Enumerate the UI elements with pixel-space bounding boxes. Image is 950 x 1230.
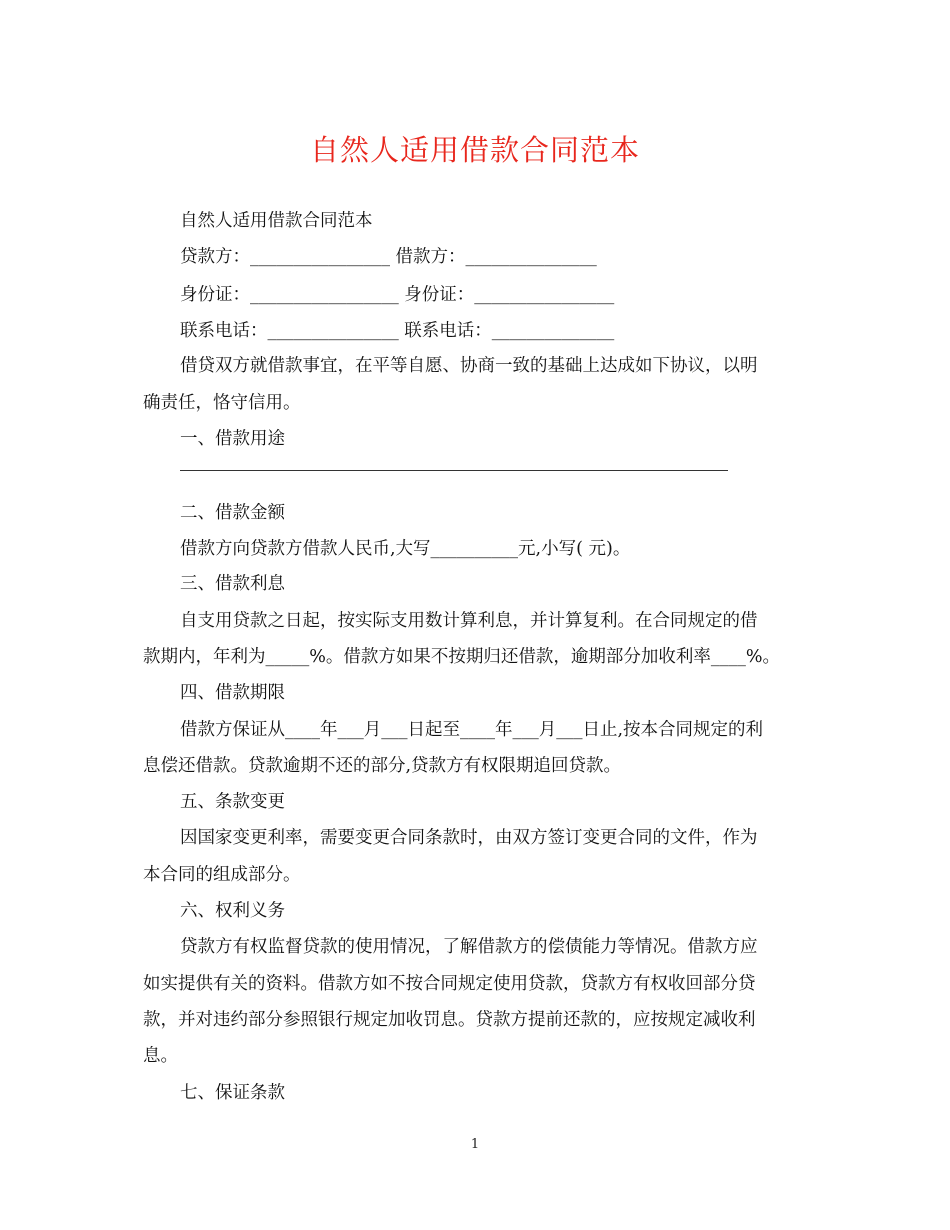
party-row-id: 身份证：_________________ 身份证：________________ — [180, 285, 615, 305]
amount-text: 借款方向贷款方借款人民币,大写__________元,小写( 元)。 — [180, 539, 631, 559]
section-heading-purpose: 一、借款用途 — [180, 429, 285, 449]
term-text-1: 借款方保证从____年___月___日起至____年___月___日止,按本合同规定的利 — [180, 720, 764, 740]
rights-text-3: 款，并对违约部分参照银行规定加收罚息。贷款方提前还款的，应按规定减收利 — [143, 1010, 756, 1030]
rights-text-1: 贷款方有权监督贷款的使用情况，了解借款方的偿债能力等情况。借款方应 — [180, 937, 758, 957]
section-heading-interest: 三、借款利息 — [180, 574, 285, 594]
term-text-2: 息偿还借款。贷款逾期不还的部分,贷款方有权限期追回贷款。 — [143, 756, 622, 776]
section-heading-term: 四、借款期限 — [180, 683, 285, 703]
interest-text-1: 自支用贷款之日起，按实际支用数计算利息，并计算复利。在合同规定的借 — [180, 611, 758, 631]
amendment-text-2: 本合同的组成部分。 — [143, 865, 301, 885]
intro-line-2: 确责任，恪守信用。 — [143, 393, 301, 413]
party-row-lender-borrower: 贷款方：________________ 借款方：_______________ — [180, 247, 597, 267]
document-title: 自然人适用借款合同范本 — [309, 133, 640, 167]
amendment-text-1: 因国家变更利率，需要变更合同条款时，由双方签订变更合同的文件，作为 — [180, 828, 758, 848]
section-heading-guarantee: 七、保证条款 — [180, 1083, 285, 1103]
rights-text-4: 息。 — [143, 1046, 178, 1066]
purpose-blank-line — [180, 470, 728, 471]
page-number: 1 — [470, 1137, 480, 1152]
party-row-phone: 联系电话：_______________ 联系电话：______________ — [180, 321, 615, 341]
section-heading-rights: 六、权利义务 — [180, 901, 285, 921]
rights-text-2: 如实提供有关的资料。借款方如不按合同规定使用贷款，贷款方有权收回部分贷 — [143, 974, 756, 994]
subtitle: 自然人适用借款合同范本 — [180, 211, 373, 231]
intro-line-1: 借贷双方就借款事宜，在平等自愿、协商一致的基础上达成如下协议，以明 — [180, 356, 758, 376]
section-heading-amendment: 五、条款变更 — [180, 792, 285, 812]
section-heading-amount: 二、借款金额 — [180, 503, 285, 523]
interest-text-2: 款期内，年利为_____%。借款方如果不按期归还借款，逾期部分加收利率____%。 — [143, 647, 781, 667]
